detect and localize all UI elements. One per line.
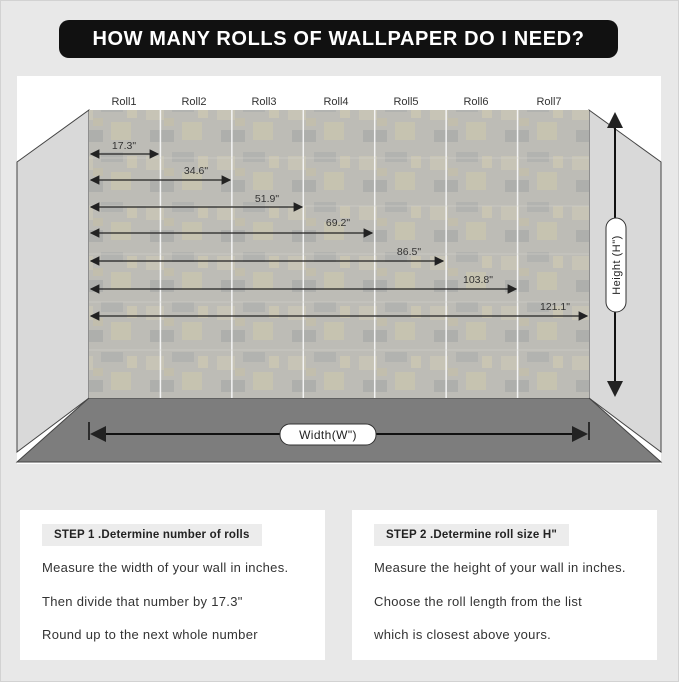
page-title: HOW MANY ROLLS OF WALLPAPER DO I NEED? (59, 20, 618, 58)
measure-label: 121.1" (539, 301, 571, 313)
step-2-line: which is closest above yours. (374, 627, 552, 642)
step-2-line: Choose the roll length from the list (374, 594, 583, 609)
roll-label: Roll6 (463, 96, 489, 108)
step-2-card (352, 510, 657, 660)
roll-label: Roll3 (251, 96, 277, 108)
roll-label: Roll1 (111, 96, 137, 108)
step-1-line: Then divide that number by 17.3" (42, 594, 243, 609)
measure-label: 51.9" (254, 193, 280, 205)
measure-label: 86.5" (396, 246, 422, 258)
roll-label: Roll5 (393, 96, 419, 108)
measure-label: 17.3" (111, 140, 137, 152)
width-label: Width(W") (299, 428, 357, 442)
measure-label: 69.2" (325, 217, 351, 229)
step-1-line: Measure the width of your wall in inches. (42, 560, 289, 575)
step-2-line: Measure the height of your wall in inches. (374, 560, 626, 575)
step-1-line: Round up to the next whole number (42, 627, 258, 642)
left-wall (17, 110, 89, 452)
step-1-card (20, 510, 325, 660)
roll-label: Roll7 (536, 96, 562, 108)
height-label: Height (H") (611, 235, 623, 295)
measure-label: 103.8" (462, 274, 494, 286)
measure-label: 34.6" (183, 165, 209, 177)
step-2-heading: STEP 2 .Determine roll size H" (374, 524, 569, 546)
roll-label: Roll4 (323, 96, 349, 108)
roll-label: Roll2 (181, 96, 207, 108)
step-1-heading: STEP 1 .Determine number of rolls (42, 524, 262, 546)
